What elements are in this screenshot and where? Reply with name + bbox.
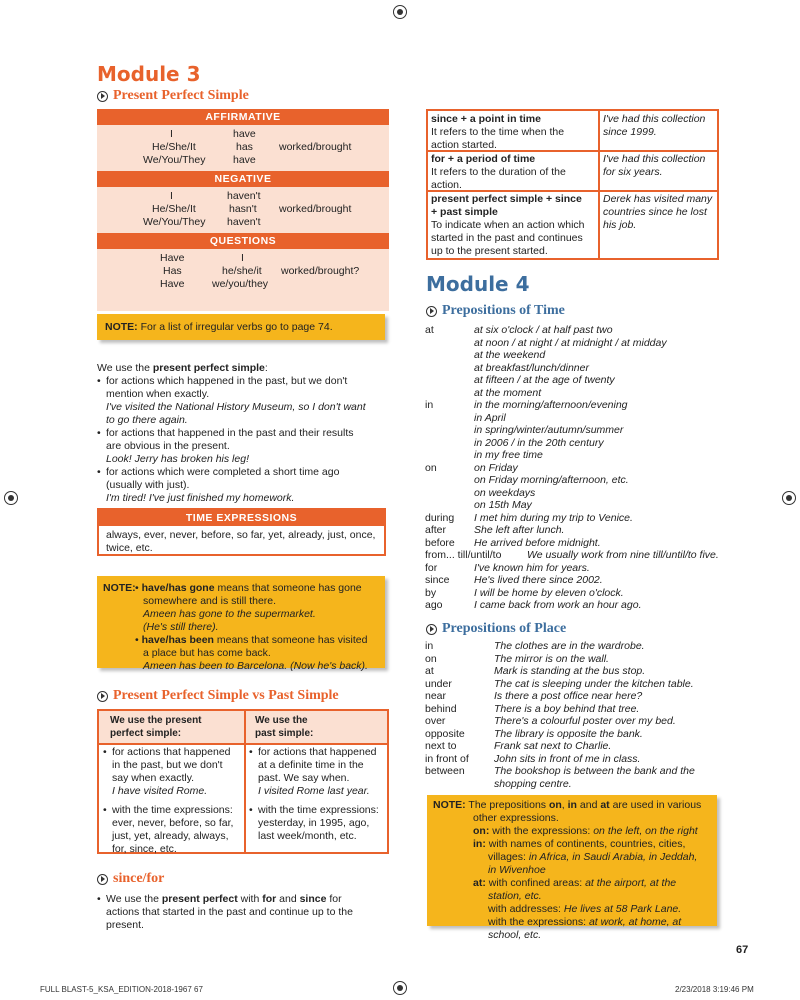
note-been-line: a place but has come back. (143, 647, 271, 659)
note-example: school, etc. (488, 929, 542, 941)
preposition: by (425, 586, 437, 599)
since-ex-3 (603, 193, 715, 232)
pps-point-line: ever, never, before, so far, (112, 817, 234, 829)
aff-aux: have (233, 154, 256, 166)
ps-point-line: at a definite time in the (258, 759, 364, 771)
note-text: For a list of irregular verbs go to page 74. (140, 321, 333, 333)
q-subject: we/you/they (212, 278, 269, 290)
preposition: on (425, 461, 437, 474)
play-icon (426, 624, 437, 635)
preposition-example: The clothes are in the wardrobe. (494, 640, 645, 652)
pps-point: • for actions that happened (103, 746, 241, 759)
since-for-bold: since (299, 893, 327, 905)
negative-block (97, 187, 389, 233)
note-in-label: in: (473, 838, 486, 850)
usage-bullet: • for actions which were completed a short time ago (97, 466, 387, 479)
pps-vs-ps-table (97, 709, 389, 854)
for-rule-text: action. (431, 179, 462, 191)
preposition-example: on Friday (474, 461, 518, 474)
note-text: The prepositions (468, 799, 549, 811)
q-verb: worked/brought? (281, 265, 360, 277)
questions-block (97, 249, 389, 311)
since-for-text (97, 893, 387, 932)
preposition: near (425, 690, 447, 702)
note-example: in Africa, in Saudi Arabia, in Jeddah, (528, 851, 698, 863)
preposition-example: She left after lunch. (474, 524, 565, 536)
time-expressions-band: TIME EXPRESSIONS (99, 510, 384, 526)
combo-rule: present perfect simple + since (431, 193, 582, 205)
preposition: after (425, 524, 447, 536)
time-expressions-text: always, ever, never, before, so far, yet, already, just, once, (106, 529, 376, 541)
left-column (103, 746, 241, 856)
pps-usage (97, 362, 387, 505)
preposition-example: on Friday morning/afternoon, etc. (474, 474, 629, 486)
pps-vs-ps-heading-text: Present Perfect Simple vs Past Simple (113, 688, 339, 703)
preposition: behind (425, 702, 457, 715)
note-gone-example: (He's still there). (143, 621, 219, 633)
module3-title: Module 3 (97, 62, 201, 86)
q-aux: Have (160, 278, 185, 290)
pps-heading (97, 88, 249, 104)
note-label: NOTE: (433, 799, 466, 811)
neg-subject: I (170, 190, 173, 202)
neg-aux: hasn't (229, 203, 257, 215)
combo-example: his job. (603, 219, 637, 231)
note-gone-bold: have/has gone (141, 582, 215, 594)
preposition: before (425, 536, 455, 549)
combo-example: Derek has visited many (603, 193, 713, 205)
since-for-heading-text: since/for (113, 871, 165, 886)
preposition-example: The mirror is on the wall. (494, 652, 609, 665)
pps-grammar-table (97, 109, 389, 311)
note-text: other expressions. (473, 812, 559, 824)
combo-rule: + past simple (431, 206, 498, 218)
combo-rule-text: To indicate when an action which (431, 219, 585, 231)
since-for-part: We use the (106, 893, 162, 905)
note-text: with addresses: (488, 903, 564, 915)
preposition-example: on weekdays (474, 486, 536, 499)
page-number: 67 (736, 944, 749, 956)
note-example: at the airport, at the (585, 877, 677, 889)
note-been-example: Ameen has been to Barcelona. (Now he's back). (143, 660, 368, 672)
preposition-example: on 15th May (474, 499, 532, 511)
ps-point-line: yesterday, in 1995, ago, (258, 817, 370, 829)
since-for-bold: present perfect (161, 893, 238, 905)
preposition-example: He's lived there since 2002. (474, 574, 603, 586)
column-divider (244, 743, 246, 852)
aff-subject: I (170, 128, 173, 140)
preposition: opposite (425, 727, 465, 740)
since-example: since 1999. (603, 126, 657, 138)
negative-band: NEGATIVE (97, 171, 389, 187)
footer-right: 2/23/2018 3:19:46 PM (675, 985, 754, 994)
preposition-example: I will be home by eleven o'clock. (474, 586, 624, 599)
preposition-example: at the weekend (474, 349, 546, 361)
preposition-example: at fifteen / at the age of twenty (474, 374, 615, 386)
affirmative-block (97, 125, 389, 171)
since-for-part: and (276, 893, 300, 905)
preposition: in front of (425, 752, 469, 765)
note-bold: on (548, 799, 562, 811)
note-text: are used in various (609, 799, 702, 811)
preposition-example: shopping centre. (494, 777, 572, 790)
note-text: with confined areas: (485, 877, 586, 889)
neg-aux: haven't (227, 216, 261, 228)
footer-left: FULL BLAST-5_KSA_EDITION-2018-1967 67 (40, 985, 203, 994)
since-rule: since + a point in time (431, 113, 541, 125)
aff-aux: have (233, 128, 256, 140)
note-gone-example: Ameen has gone to the supermarket. (143, 608, 316, 620)
preposition-example: There's a colourful poster over my bed. (494, 715, 676, 727)
note-text: with names of continents, countries, cities, (485, 838, 686, 850)
note-text: with the expressions: (489, 825, 594, 837)
pps-point-line: in the past, but we don't (112, 759, 223, 771)
ps-point: • for actions that happened (249, 746, 387, 759)
since-example: I've had this collection (603, 113, 706, 125)
play-icon (97, 874, 108, 885)
registration-mark-top (393, 5, 407, 19)
ps-point-line: last week/month, etc. (258, 830, 357, 842)
preposition-example: There is a boy behind that tree. (494, 702, 640, 715)
pps-vs-ps-heading (97, 688, 339, 704)
affirmative-band: AFFIRMATIVE (97, 109, 389, 125)
registration-mark-right (782, 491, 796, 505)
since-for-line: present. (106, 919, 144, 931)
time-expressions-text: twice, etc. (106, 542, 153, 554)
since-for-table (426, 109, 719, 260)
preposition-example: We usually work from nine till/until/to five. (527, 549, 719, 561)
since-row-1 (431, 113, 596, 152)
note-gone-line: somewhere and is still there. (143, 595, 277, 607)
pps-point: • with the time expressions: (103, 804, 241, 817)
preposition: during (425, 511, 455, 524)
since-for-line: actions that started in the past and continue up to the (106, 906, 353, 918)
preposition: for (425, 561, 438, 574)
for-example: I've had this collection (603, 153, 706, 165)
preposition-example: in April (474, 411, 506, 424)
neg-aux: haven't (227, 190, 261, 202)
preposition-example: John sits in front of me in class. (494, 752, 641, 765)
ps-point-line: past. We say when. (258, 772, 350, 784)
preposition: at (425, 665, 434, 677)
prep-place-heading (426, 621, 566, 637)
usage-bullet: • for actions that happened in the past and their results (97, 427, 387, 440)
preposition-example: The library is opposite the bank. (494, 727, 643, 740)
usage-example: I've visited the National History Museum, so I don't want (106, 401, 366, 413)
since-table-divider (598, 111, 600, 258)
since-for-bold: for (262, 893, 277, 905)
pps-example: I have visited Rome. (112, 785, 208, 797)
note-example: station, etc. (488, 890, 542, 902)
note-gone-been: NOTE: • have/has gone means that someone has gone somewhere and is still there. Ameen has gone to the supermarket. (He's still there). • have/has been means that someone has visited a place but has come back. Ameen has been to Barcelona. (Now he's back). (97, 576, 385, 668)
note-example: on the left, on the right (593, 825, 698, 837)
note-bold: at (600, 799, 610, 811)
aff-subject: He/She/It (152, 141, 196, 153)
play-icon (97, 91, 108, 102)
preposition-example: at noon / at night / at midnight / at midday (474, 336, 667, 349)
pps-heading-text: Present Perfect Simple (113, 88, 249, 103)
left-header: We use the present (110, 715, 202, 726)
preposition: in (425, 640, 434, 652)
usage-intro-bold: present perfect simple (152, 362, 265, 374)
preposition-example: at breakfast/lunch/dinner (474, 361, 589, 374)
q-aux: Has (163, 265, 182, 277)
questions-band: QUESTIONS (97, 233, 389, 249)
preposition-example: at six o'clock / at half past two (474, 324, 613, 336)
q-subject: he/she/it (222, 265, 262, 277)
preposition-example: Frank sat next to Charlie. (494, 740, 612, 752)
note-been-text: means that someone has visited (213, 634, 368, 646)
prep-time-heading (426, 303, 565, 319)
preposition-example: at the moment (474, 386, 542, 399)
preposition-example: I met him during my trip to Venice. (474, 511, 633, 524)
neg-subject: He/She/It (152, 203, 196, 215)
prep-place-heading-text: Prepositions of Place (442, 621, 567, 636)
usage-intro-end: : (264, 362, 268, 374)
note-bold: in (567, 799, 577, 811)
left-header: perfect simple: (110, 728, 182, 739)
note-example: He lives at 58 Park Lane. (563, 903, 682, 915)
registration-mark-left (4, 491, 18, 505)
since-row-3 (431, 193, 596, 258)
usage-bullet: • for actions which happened in the past, but we don't (97, 375, 387, 388)
combo-rule-text: started in the past and continues (431, 232, 583, 244)
preposition: on (425, 652, 437, 665)
aff-aux: has (236, 141, 253, 153)
pps-point-line: say when exactly. (112, 772, 195, 784)
usage-example: I'm tired! I've just finished my homework. (106, 492, 295, 504)
preposition-example: in spring/winter/autumn/summer (474, 424, 624, 436)
right-header-cell (246, 711, 387, 745)
usage-example: Look! Jerry has broken his leg! (106, 453, 249, 465)
note-label: NOTE: (103, 582, 136, 594)
for-rule-text: It refers to the duration of the (431, 166, 566, 178)
pps-point-line: for, since, etc. (112, 843, 177, 855)
ps-point: • with the time expressions: (249, 804, 387, 817)
right-header: We use the (255, 715, 308, 726)
aff-subject: We/You/They (143, 154, 206, 166)
since-ex-2 (603, 153, 715, 179)
note-irregular-verbs (97, 314, 385, 340)
note-example: at work, at home, at (588, 916, 682, 928)
note-at-label: at: (473, 877, 486, 889)
play-icon (426, 306, 437, 317)
combo-example: countries since he lost (603, 206, 707, 218)
note-label: NOTE: (105, 321, 138, 333)
preposition-example: The cat is sleeping under the kitchen table. (494, 677, 694, 690)
preposition-example: in 2006 / in the 20th century (474, 436, 604, 449)
pps-point-line: just, yet, already, always, (112, 830, 229, 842)
preposition-example: He arrived before midnight. (474, 536, 601, 549)
q-aux: Have (160, 252, 185, 264)
preposition: ago (425, 599, 443, 611)
right-header: past simple: (255, 728, 314, 739)
note-on-label: on: (473, 825, 490, 837)
since-for-heading (97, 871, 164, 887)
note-text: villages: (488, 851, 529, 863)
since-rule-text: It refers to the time when the (431, 126, 565, 138)
play-icon (97, 691, 108, 702)
note-been-bold: have/has been (141, 634, 214, 646)
note-example: in Wivenhoe (488, 864, 546, 876)
preposition-example: I came back from work an hour ago. (474, 599, 642, 611)
aff-verb: worked/brought (279, 141, 352, 153)
preposition: from... till/until/to (425, 549, 502, 561)
since-ex-1 (603, 113, 715, 139)
preposition: at (425, 324, 434, 336)
since-rule-text: action started. (431, 139, 497, 151)
right-column (249, 746, 387, 843)
for-rule: for + a period of time (431, 153, 536, 165)
usage-line: mention when exactly. (106, 388, 210, 400)
neg-verb: worked/brought (279, 203, 352, 215)
ps-example: I visited Rome last year. (258, 785, 370, 797)
q-subject: I (241, 252, 244, 264)
since-for-part: for (326, 893, 342, 905)
module4-title: Module 4 (426, 272, 530, 296)
preposition-example: I've known him for years. (474, 561, 590, 574)
preposition-example: Mark is standing at the bus stop. (494, 665, 646, 677)
preposition: in (425, 399, 434, 411)
usage-intro: We use the (97, 362, 153, 374)
combo-rule-text: up to the present started. (431, 245, 548, 257)
preposition-example: Is there a post office near here? (494, 690, 643, 702)
preposition: next to (425, 740, 457, 752)
neg-subject: We/You/They (143, 216, 206, 228)
preposition: between (425, 765, 465, 777)
preposition: over (425, 715, 446, 727)
note-prepositions (427, 795, 717, 941)
usage-example: to go there again. (106, 414, 188, 426)
preposition-example: in the morning/afternoon/evening (474, 399, 628, 411)
time-expressions-box (97, 508, 386, 556)
note-text: and (576, 799, 601, 811)
preposition: under (425, 677, 452, 690)
prep-time-heading-text: Prepositions of Time (442, 303, 565, 318)
note-text: , (561, 799, 568, 811)
preposition-example: in my free time (474, 449, 543, 461)
registration-mark-bottom (393, 981, 407, 995)
preposition: since (425, 574, 450, 586)
since-for-part: with (237, 893, 263, 905)
note-gone-text: means that someone has gone (214, 582, 362, 594)
for-example: for six years. (603, 166, 663, 178)
preposition-example: The bookshop is between the bank and the (494, 765, 695, 777)
note-text: with the expressions: (488, 916, 589, 928)
since-row-2 (431, 153, 596, 192)
usage-line: (usually with just). (106, 479, 190, 491)
left-header-cell (99, 711, 246, 745)
usage-line: are obvious in the present. (106, 440, 230, 452)
